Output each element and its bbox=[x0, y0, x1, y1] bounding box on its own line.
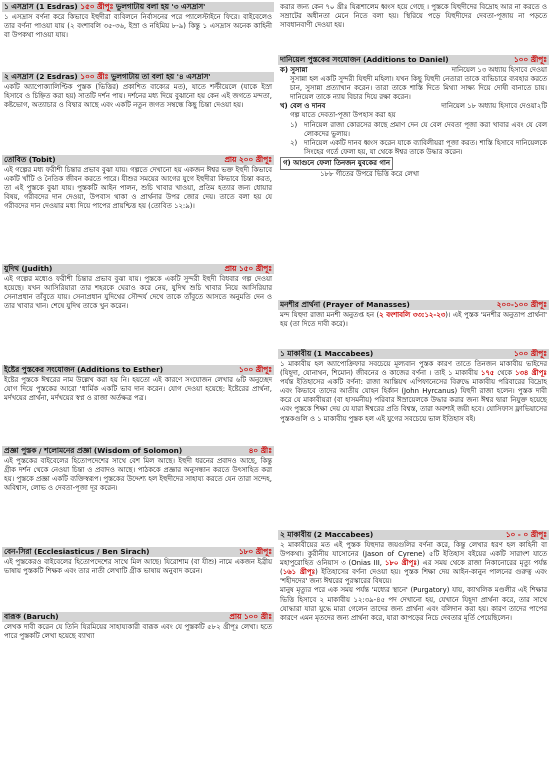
entry-text: ইষ্টের পুস্তকে ঈশ্বরের নাম উল্লেখ করা হয় নি। হয়তো এই কারণে সংযোজন লেখার ৬টি অনুচ্ছেদ যোগ দিয়ে পুস্তকের আরো 'ধার্মিক একটি ভাব দান করেন। যোগ দেওয়া হয়েছে: ইষ্টেরের প্রার্থনা, মর্দখয়ের প্রার্থনা, মর্দখয়ের স্বপ্ন ও রাজা অর্তক্ষত্র পত্র। bbox=[4, 376, 272, 403]
section-label: খ) বেল ও দানব bbox=[280, 102, 326, 111]
section-heading: দানিয়েল ১৮ অধ্যায় হিসাবে দেওয়া২টি bbox=[441, 102, 547, 111]
section-text: সুসান্না হল একটি সুন্দরী যিহুদী মহিলা। যখন কিছু যিহুদী নেতারা তাকে ব্যভিচারে ব্যবহার করতে চান, সুসান্না প্রত্যাখান করেন। তারা তাকে শাস্তি দিতে মিথ্যা সাক্ষ্য দিয়ে দোষী বানাতে চায়। দানিয়েল তাকে ন্যায় বিচার দিয়ে রক্ষা করেন। bbox=[290, 75, 547, 102]
entry-title: ২ মাকাবীয় (2 Maccabees) bbox=[280, 530, 374, 539]
entry-text: এই পুস্তকেরও বাইবেলের হিতোপদেশের সাথে মিল আছে। যিরোশাম (বা যীশু) নামে একজন ইব্রীয় ভাষায় পুস্তকটি শিক্ষক এবং তার নাতী লেখাটি গ্রীক ভাষায় অনুবাদ করেন। bbox=[4, 558, 272, 576]
entry-title: দানিয়েল পুস্তকের সংযোজন (Additions to Daniel) bbox=[280, 55, 449, 64]
entry-title: ইষ্টের পুস্তকের সংযোজন (Additions to Esther) bbox=[4, 365, 164, 374]
entry-text: করার জন্য কেন ৭০ খ্রীঃ যিরূশালেম ধ্বংস হয়ে গেছে । পুস্তকে যিহুদীদের বিদ্রোহ আর না করতে ও সম্রাটের অধীনতা মেনে নিতে বলা হয়। স্থিরিয়ে পড়ে যিহুদীদের দেবতা-পূজায় না পড়তে সাবধানবাণী দেওয়া হয়। bbox=[280, 3, 547, 30]
left-column bbox=[2, 2, 274, 775]
entry-text: এই গল্পের মধ্যেও ফরীশী চিন্তার প্রভাব বুঝা যায়। পুস্তকে একটি সুন্দরী ইহুদী বিধবার গল্প দেওয়া হয়েছে। যখন আসিরিয়ারা তার শহরকে ঘেরাও করে নেয়, যুদিথ শুচি খাবার নিয়ে আসিরিয়ার সেনাপ্রধান তাঁবুতে যায়। সেনাপ্রধান যুদিথের সৌন্দর্য দেখে তাকে তাঁবুতে আসতে অনুমতি দেন ও তার খাবার খান। শেষে যুদিথ তাকে খুন করেন। bbox=[4, 275, 272, 311]
entry-tobit bbox=[2, 155, 274, 261]
entry-header bbox=[2, 2, 274, 12]
entry-2-maccabees bbox=[278, 530, 549, 726]
list-text: দানিয়েল একটি দানব ধ্বংস করেন যাকে ব্যাবিলীয়রা পূজা করত। শাস্তি হিসাবে দানিয়েলকে সিংহের গর্তে ফেলা হয়, যা থেকে ঈশ্বর তাকে উদ্ধার করেন। bbox=[304, 138, 547, 156]
entry-title: যুদিথ (Judith) bbox=[4, 264, 53, 273]
entry-baruch bbox=[2, 612, 274, 658]
entry-date: প্রায় ২০০ খ্রীপূঃ bbox=[224, 155, 272, 164]
entry-text: ১ মাকাবীয় হল অ্যাপোক্রিফার সবচেয়ে মূল্যবান পুস্তক কারণ তাতে তিনজন মাকাবীয় ভাইদের (যিহূদা, যোনাথন, শিমোন) জীবনের ও কাজের বর্ণনা । তাই ১ মাকাবীয় ১৭৫ থেকে ১৩৪ খ্রীপূঃ পর্যন্ত ইতিহাসের একটি বর্ণনা: রাজা আন্তিয়খ এপিফানেসের বিরুদ্ধে মাকাবীয় পরিবারের বিদ্রোহ এবং কিভাবে তাদের আতীয় যোহন হির্কান (John Hyrcanus) যিহুদী রাজা হলেন। পুস্তক দাবী করে যে মাকাবীয়রা (বা হাসমনীয়) পরিবার ঈস্রায়েলকে উদ্ধার করার জন্য ঈশ্বর দ্বারা নিযুক্ত হয়েছে এবং পুস্তকে শিক্ষা দেয় যে যারা ঈশ্বরের প্রতি বিশ্বস্ত, তারা অবশ্যই জয়ী হবে। যোসিফাস ফ্লাভিয়াসের পুস্তকগুলি ও ১ মাকাবীয় পুস্তক হল এই যুগের সবচেয়ে ভাল ইতিহাস বই। bbox=[280, 360, 547, 423]
entry-text: লেখক দাবী করেন যে তিনি যিরমিয়ের সাহায্যকারী বারূক এবং যে পুস্তকটি ৫৮২ খ্রীপূঃ লেখা। হতে পারে পুস্তকটি লেখা হয়েছে ব্যাখ্যা bbox=[4, 623, 272, 641]
entry-header bbox=[278, 300, 549, 310]
entry-header bbox=[2, 155, 274, 165]
date-highlight: ১৬১ খ্রীপূঃ bbox=[282, 568, 316, 577]
entry-date: ১০০ খ্রীপূঃ bbox=[238, 365, 272, 374]
entry-date: প্রায় ১০০ খ্রীঃ bbox=[229, 612, 272, 621]
entry-prayer-manasses bbox=[278, 300, 549, 346]
section-heading: দানিয়েল ১৩ অধ্যায় হিসাবে দেওয়া bbox=[451, 66, 547, 74]
section-susanna bbox=[280, 66, 547, 75]
entry-date: ১৮০ খ্রীপূঃ bbox=[238, 547, 272, 556]
entry-header bbox=[278, 55, 549, 65]
list-text: দানিয়েল রাজা কোরসের কাছে প্রমাণ দেন যে বেল দেবতা পূজা করা খাবার এবং যে বেল লোকদের ভুলায়। bbox=[304, 120, 547, 138]
entry-1-maccabees bbox=[278, 349, 549, 527]
entry-text: এই গল্পের মধ্য ফরীশী চিন্তার প্রভাব বুঝা যায়। গল্পতে দেখানো হয় একজন ঈশ্বর ভক্ত ইহুদী কিভাবে একটি খাঁটি ও নৈতিক জীবন করতে পারে। যীশুর সময়ের আগের যুগে ইহুদীরা কিভাবে চিন্তা করত, তা এই পুস্তকে বুঝা যায়। পুস্তকটি আইন পালন, শুচি খাবার খাওয়া, প্রতিম হত্যার জন্য ধোয়ার বিষয়, গরীবদের দান দেওয়া, উপবাস থাকা ও প্রার্থনার উপর জোর দেয়। তাতে বলা হয় যে গরীবদের দান দেওয়ার মধ্য দিয়ে পাপের প্রায়শ্চিত্ত হয় (তোবিত ১২:৯)। bbox=[4, 166, 272, 211]
entry-date: ১০০ খ্রীপূঃ bbox=[513, 349, 547, 358]
entry-title: বেন-সিরা (Ecclesiasticus / Ben Sirach) bbox=[4, 547, 150, 556]
entry-title: ১ এসদ্রাস (1 Esdras) bbox=[4, 2, 78, 11]
list-marker: ১) bbox=[290, 120, 298, 129]
entry-date: ৪০ খ্রীঃ bbox=[248, 446, 272, 455]
entry-date: ১০ - ০ খ্রীপূঃ bbox=[505, 530, 547, 539]
section-text: ১৮৮ গীতের উপরে ভিত্তি করে লেখা bbox=[320, 170, 420, 179]
entry-text bbox=[278, 65, 549, 179]
section-label: গ) আগুনে ফেলা তিনজন যুবকের গান bbox=[280, 157, 393, 170]
entry-ben-sirach bbox=[2, 547, 274, 609]
entry-header bbox=[2, 612, 274, 622]
entry-title: মনশীর প্রার্থনা (Prayer of Manasses) bbox=[280, 300, 410, 309]
section-intro: গল্প যাতে দেবতা-পূজা উপহাস করা হয় bbox=[290, 111, 396, 120]
entry-wisdom bbox=[2, 446, 274, 544]
entry-header bbox=[278, 530, 549, 540]
entry-date: ১০০ খ্রীঃ ভুলগাটায় তা বলা হয় '৪ এসদ্রাস' bbox=[80, 72, 211, 81]
date-highlight: ১৮০ খ্রীপূঃ bbox=[384, 559, 417, 568]
baruch-continued bbox=[278, 2, 549, 52]
date-highlight: ১৭৫ bbox=[480, 369, 495, 378]
entry-date: ১০০ খ্রীপূঃ bbox=[513, 55, 547, 64]
scripture-reference: ২ বংশাবলি ৩৩:১২-২৩ bbox=[379, 311, 446, 319]
entry-title: বারূক (Baruch) bbox=[4, 612, 59, 621]
section-song-three bbox=[280, 157, 547, 170]
entry-header bbox=[2, 72, 274, 82]
entry-text: একটি অ্যাপোক্যালিপ্টিক পুস্তক (ভিত্তির) প্রকাশিত বাক্যের মত), যাতে শল্টীয়েলে (যাকে ইস্রা হিসাবে ও চিহ্নিত করা হয়) সাতটি দর্শন পায়। দর্শনের মধ্য দিয়ে বুঝানো হয় কেন এই জগতে মন্দতা, কষ্টভোগ, অত্যাচার ও বিদ্বার আছে এবং একটি নতুন জগত সম্বন্ধে কিছু চিন্তা দেওয়া হয়। bbox=[4, 83, 272, 110]
date-highlight: ১৩৪ খ্রীপূঃ bbox=[514, 369, 547, 378]
list-item bbox=[280, 139, 547, 157]
entry-header bbox=[2, 365, 274, 375]
entry-header bbox=[2, 264, 274, 274]
purgatory-note: মানুষ মৃত্যুর পরে এক সময় পর্যন্ত 'মধ্যের স্থানে' (Purgatory) যায়, ক্যাথলিক মণ্ডলীর এই শিক্ষার ভিত্তি হিসাবে ২ মাকাবীয় ১২:৩৯-৪৫ পদ দেখানো হয়, যেখানে যিহূদা প্রার্থনা করে, তার সাথে যোদ্ধারা যারা যুদ্ধে মারা গেলেন তাদের জন্য প্রার্থনা এবং বলিদান করা হয়। কারণ তাদের পাপের কারণে এমন মৃতদের জন্য প্রার্থনা করে, যারা কাপড়ের নিচে দেবতার মূর্তি পেয়েছিলেন। bbox=[280, 586, 547, 622]
entry-title: তোবিত (Tobit) bbox=[4, 155, 56, 164]
entry-2-esdras bbox=[2, 72, 274, 152]
entry-header bbox=[278, 349, 549, 359]
entry-date: ২০০-১০০ খ্রীপূঃ bbox=[496, 300, 547, 309]
entry-text: মন্দ যিহুদা রাজা মনশী অনুতপ্ত হন (২ বংশাবলি ৩৩:১২-২৩)। এই পুস্তক 'মনশীর অনুতাপ প্রার্থনা' হয় (তা দিতে দাবী করে)। bbox=[280, 311, 547, 329]
entry-date: ১৫০ খ্রীপূঃ ভুলগাটায় বলা হয় '৩ এসদ্রাস' bbox=[80, 2, 206, 11]
entry-text: ২ মাকাবীয়ের মত এই পুস্তক যিহুদার জয়গুলির বর্ণনা করে, কিন্তু লেখার ধরণ হল কাহিনী বা উপকথা। কুরীনীয় যাসোনের (Jason of Cyrene) ৫টি ইতিহাস বইয়ের একটি সারাংশ যাতে মহাপুরোহিত ওনিয়াস ৩ (Onias III, ১৮০ খ্রীপূঃ) এর সময় থেকে রাজা নিকানোরের মৃত্যু পর্যন্ত (১৬১ খ্রীপূঃ) ইতিহাসের বর্ণনা দেওয়া হয়। পুস্তক শিক্ষা দেয় আইন-কানুন পালনের গুরুত্ব এবং 'শহীদদের' জন্য ঈশ্বরের পুরস্কারের বিষয়ে। মানুষ মৃত্যুর পরে এক সময় পর্যন্ত 'মধ্যের স্থানে' (Purgatory) যায়, ক্যাথলিক মণ্ডলীর এই শিক্ষার ভিত্তি হিসাবে ২ মাকাবীয় ১২:৩৯-৪৫ পদ দেখানো হয়, যেখানে যিহূদা প্রার্থনা করে, তার সাথে যোদ্ধারা যারা যুদ্ধে মারা গেলেন তাদের জন্য প্রার্থনা এবং বলিদান করা হয়। কারণ তাদের পাপের কারণে এমন মৃতদের জন্য প্রার্থনা করে, যারা কাপড়ের নিচে দেবতার মূর্তি পেয়েছিলেন। bbox=[280, 541, 547, 622]
list-item bbox=[280, 121, 547, 139]
entry-additions-daniel bbox=[278, 55, 549, 297]
entry-title: ১ মাকাবীয় (1 Maccabees) bbox=[280, 349, 374, 358]
entry-date: প্রায় ১৫০ খ্রীপূঃ bbox=[224, 264, 272, 273]
right-column bbox=[278, 2, 549, 775]
entry-judith bbox=[2, 264, 274, 362]
entry-header bbox=[2, 547, 274, 557]
entry-text: ১ এসদ্রাস বর্ণনা করে কিভাবে ইহুদীরা ব্যবিলনে নির্বাসনের পরে প্যালেস্টাইনে ফিরে। বাইবেলেও তার বর্ণনা পাওয়া যায় (২ বংশাবলি ৩৫-৩৬, ইস্রা ও নহিমিয় ৮-৯) কিন্তু ১ এসদ্রাস অনেক কাহিনী বা উপকথা পাওয়া যায়। bbox=[4, 13, 272, 40]
entry-1-esdras bbox=[2, 2, 274, 69]
entry-additions-esther bbox=[2, 365, 274, 443]
section-label: ক) সুসান্না bbox=[280, 66, 308, 74]
entry-header bbox=[2, 446, 274, 456]
entry-title: প্রজ্ঞা পুস্তক / শলোমনের প্রজ্ঞা (Wisdom of Solomon) bbox=[4, 446, 183, 455]
entry-text: এই পুস্তকের বাইবেলের হিতোপদেশের সাথে বেশ মিল আছে। ইহুদী ধরনের প্রবাদও আছে, কিন্তু গ্রীক দর্শন থেকে নেওয়া চিন্তা ও প্রবাদও আছে। পাঠককে প্রজ্ঞার অনুসন্ধান করতে উৎসাহিত করা হয়। পুস্তকে প্রজ্ঞা একটি ব্যক্তিস্বরূপ। পুস্তকের উদ্দেশ্য হল ইহুদীদের সাহায্য করতে যেন তারা সন্দেহ, অবিশ্বাস, লোভ ও দেবতা-পূজা দূর করেন। bbox=[4, 457, 272, 493]
list-marker: ২) bbox=[290, 138, 298, 147]
entry-title: ২ এসদ্রাস (2 Esdras) bbox=[4, 72, 78, 81]
